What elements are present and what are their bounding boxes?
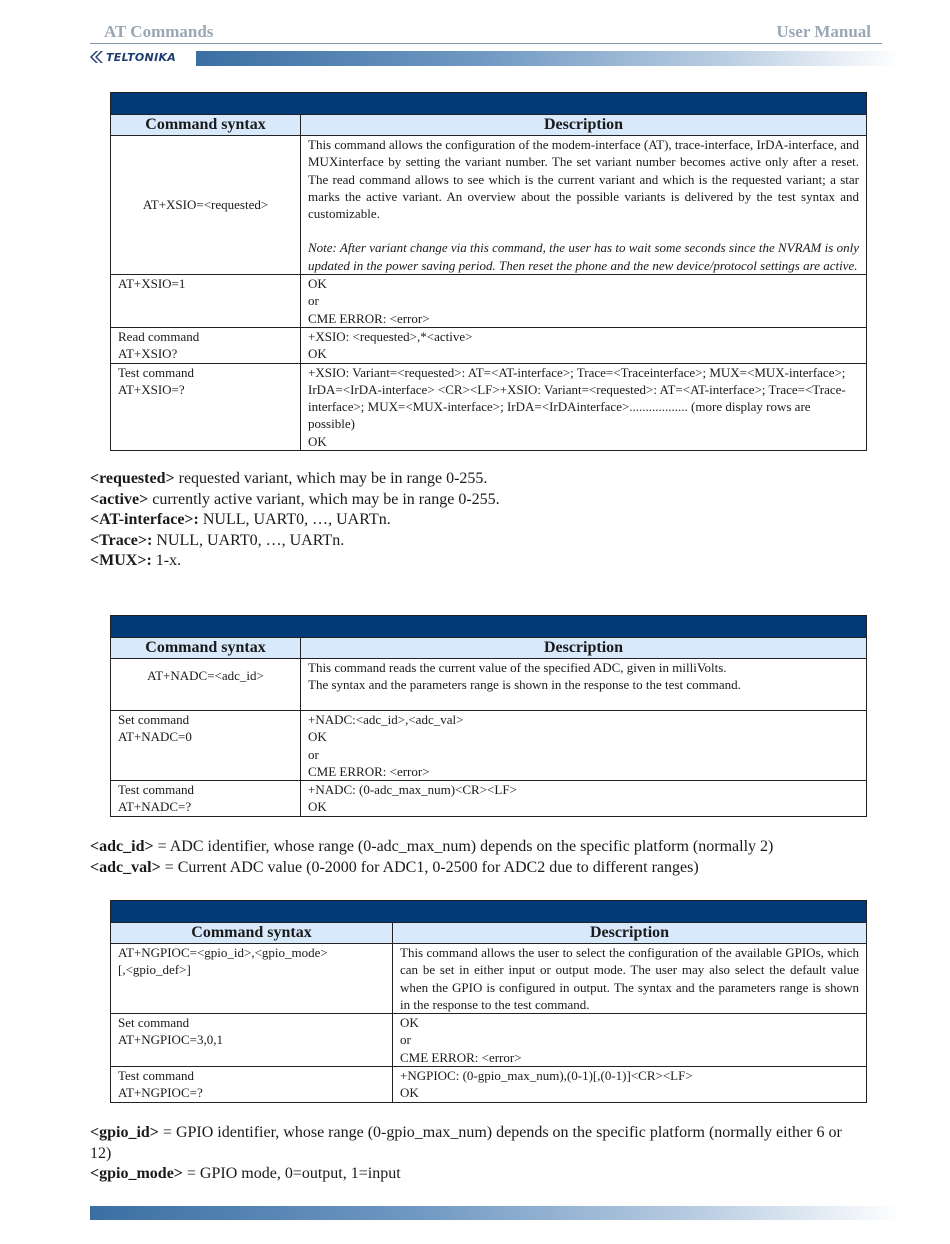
ngpioc-parameters — [90, 1123, 865, 1185]
column-header-syntax: Command syntax — [111, 115, 301, 136]
table-row — [111, 711, 867, 781]
response-cell — [393, 1014, 867, 1067]
command-text: AT+XSIO=? — [118, 381, 185, 397]
command-text: AT+XSIO? — [118, 346, 178, 362]
parameter-term: <active> — [90, 490, 149, 508]
response-cell — [393, 1067, 867, 1103]
parameter-desc: = ADC identifier, whose range (0-adc_max_num) depends on the specific platform (normally 2) — [153, 838, 774, 855]
response-line: +NADC:<adc_id>,<adc_val> — [308, 712, 464, 727]
xsio-parameters — [90, 469, 870, 572]
response-line: CME ERROR: <error> — [400, 1049, 522, 1065]
parameter-desc: = GPIO mode, 0=output, 1=input — [182, 1165, 401, 1183]
response-line: OK — [308, 729, 327, 745]
response-line: or — [400, 1032, 411, 1048]
table-header-row — [111, 923, 867, 944]
command-type: Test command — [118, 364, 194, 380]
response-text: +XSIO: Variant=<requested>: AT=<AT-interface>; Trace=<Traceinterface>; MUX=<MUX-interface>; IrDA=<IrDA-interface> <CR><LF>+XSIO: Variant=<requested>: AT=<AT-interface>; Trace=<Trace-interface>; MUX=<MUX-interface>; IrDA=<IrDAinterface>.................. (more display rows are possible) — [308, 364, 846, 432]
parameter-desc: currently active variant, which may be in range 0-255. — [148, 490, 500, 508]
command-type: Test command — [118, 1068, 194, 1084]
table-row — [111, 1067, 867, 1103]
column-header-syntax: Command syntax — [111, 638, 301, 659]
table-row — [111, 136, 867, 275]
syntax-cell — [111, 781, 301, 817]
parameter-term: <MUX>: — [90, 552, 152, 570]
command-text: AT+NADC=? — [118, 799, 192, 815]
parameter-term: <requested> — [90, 470, 175, 487]
nadc-parameters — [90, 837, 880, 878]
logo-text: TELTONIKA — [106, 50, 177, 64]
parameter-line — [90, 490, 870, 511]
response-line: +NADC: (0-adc_max_num)<CR><LF> — [308, 782, 517, 798]
syntax-cell — [111, 711, 301, 781]
response-cell — [301, 327, 867, 363]
syntax-cell — [111, 1067, 393, 1103]
command-text: AT+NGPIOC=? — [118, 1085, 203, 1101]
parameter-line — [90, 531, 870, 552]
command-text: AT+NADC=0 — [118, 729, 192, 745]
parameter-line — [90, 837, 880, 858]
parameter-desc: requested variant, which may be in range 0-255. — [174, 470, 488, 487]
table-band — [111, 93, 867, 115]
parameter-line — [90, 858, 880, 879]
response-line: OK — [308, 433, 327, 449]
response-line: OK — [308, 346, 327, 362]
description-line: The syntax and the parameters range is shown in the response to the test command. — [308, 677, 741, 693]
syntax-cell: AT+NADC=<adc_id> — [111, 659, 301, 711]
parameter-term: <gpio_id> — [90, 1124, 159, 1141]
table-row — [111, 275, 867, 328]
command-type: Set command — [118, 712, 190, 727]
command-text: [,<gpio_def>] — [118, 962, 191, 978]
parameter-term: <Trace>: — [90, 531, 153, 549]
parameter-term: <adc_val> — [90, 858, 161, 876]
syntax-cell — [111, 944, 393, 1014]
table-header-row — [111, 115, 867, 136]
syntax-cell — [111, 327, 301, 363]
header-band — [196, 51, 900, 66]
header-title: AT Commands — [104, 22, 214, 41]
response-line: OK — [308, 276, 327, 292]
parameter-desc: = Current ADC value (0-2000 for ADC1, 0-2500 for ADC2 due to different ranges) — [160, 858, 699, 876]
column-header-description: Description — [301, 115, 867, 136]
table-row — [111, 781, 867, 817]
parameter-term: <AT-interface>: — [90, 511, 199, 529]
parameter-line — [90, 551, 870, 572]
syntax-cell — [111, 363, 301, 450]
footer-band — [90, 1206, 902, 1220]
table-header-row — [111, 638, 867, 659]
table-band — [111, 616, 867, 638]
syntax-cell: AT+XSIO=1 — [111, 275, 301, 328]
note-text: Note: After variant change via this command, the user has to wait some seconds since the NVRAM is only updated in the power saving period. Then reset the phone and the new device/protocol settings are active. — [308, 240, 859, 273]
description-cell — [301, 659, 867, 711]
response-line: or — [308, 293, 319, 309]
response-line: OK — [400, 1015, 419, 1031]
nadc-command-table — [110, 615, 867, 817]
parameter-desc: 1-x. — [151, 552, 182, 570]
description-cell — [301, 136, 867, 275]
response-line: or — [308, 746, 319, 762]
response-line: +XSIO: <requested>,*<active> — [308, 328, 473, 344]
xsio-command-table — [110, 92, 867, 451]
command-type: Read command — [118, 328, 200, 344]
table-row — [111, 1014, 867, 1067]
response-cell — [301, 363, 867, 450]
table-row — [111, 944, 867, 1014]
column-header-description: Description — [301, 638, 867, 659]
command-text: AT+NGPIOC=<gpio_id>,<gpio_mode> — [118, 945, 328, 960]
parameter-line — [90, 1164, 865, 1185]
response-line: OK — [308, 799, 327, 815]
response-cell — [301, 711, 867, 781]
syntax-cell: AT+XSIO=<requested> — [111, 136, 301, 275]
column-header-description: Description — [393, 923, 867, 944]
response-cell — [301, 275, 867, 328]
parameter-term: <gpio_mode> — [90, 1165, 183, 1183]
parameter-line — [90, 1123, 865, 1164]
parameter-desc: = GPIO identifier, whose range (0-gpio_max_num) depends on the specific platform (normally either 6 or 12) — [90, 1124, 842, 1162]
parameter-term: <adc_id> — [90, 838, 154, 855]
table-row — [111, 327, 867, 363]
syntax-cell — [111, 1014, 393, 1067]
parameter-desc: NULL, UART0, …, UARTn. — [152, 531, 345, 549]
command-type: Set command — [118, 1015, 190, 1031]
response-line: OK — [400, 1085, 419, 1101]
column-header-syntax: Command syntax — [111, 923, 393, 944]
table-row — [111, 659, 867, 711]
teltonika-logo — [90, 49, 176, 65]
response-line: CME ERROR: <error> — [308, 763, 430, 779]
header-rule — [90, 43, 882, 44]
table-row — [111, 363, 867, 450]
description-line: This command reads the current value of the specified ADC, given in milliVolts. — [308, 660, 727, 675]
ngpioc-command-table — [110, 900, 867, 1103]
parameter-line — [90, 510, 870, 531]
command-text: AT+NGPIOC=3,0,1 — [118, 1032, 223, 1048]
table-band — [111, 901, 867, 923]
parameter-desc: NULL, UART0, …, UARTn. — [198, 511, 391, 529]
description-cell: This command allows the user to select the configuration of the available GPIOs, which can be set in either input or output mode. The user may also select the default value when the GPIO is configured in output. The syntax and the parameters range is shown in the response to the test command. — [393, 944, 867, 1014]
response-line: +NGPIOC: (0-gpio_max_num),(0-1)[,(0-1)]<CR><LF> — [400, 1068, 693, 1084]
command-type: Test command — [118, 782, 194, 798]
response-line: CME ERROR: <error> — [308, 310, 430, 326]
response-cell — [301, 781, 867, 817]
logo-mark-icon — [90, 51, 104, 63]
header-doc-type: User Manual — [776, 22, 871, 41]
parameter-line — [90, 469, 870, 490]
description-text: This command allows the configuration of the modem-interface (AT), trace-interface, IrDA-interface, and MUXinterface by setting the variant number. The set variant number becomes active only after a reset. The read command allows to see which is the current variant and which is the requested variant; a star marks the active variant. An overview about the possible variants is delivered by the test syntax and customizable. — [308, 137, 859, 222]
